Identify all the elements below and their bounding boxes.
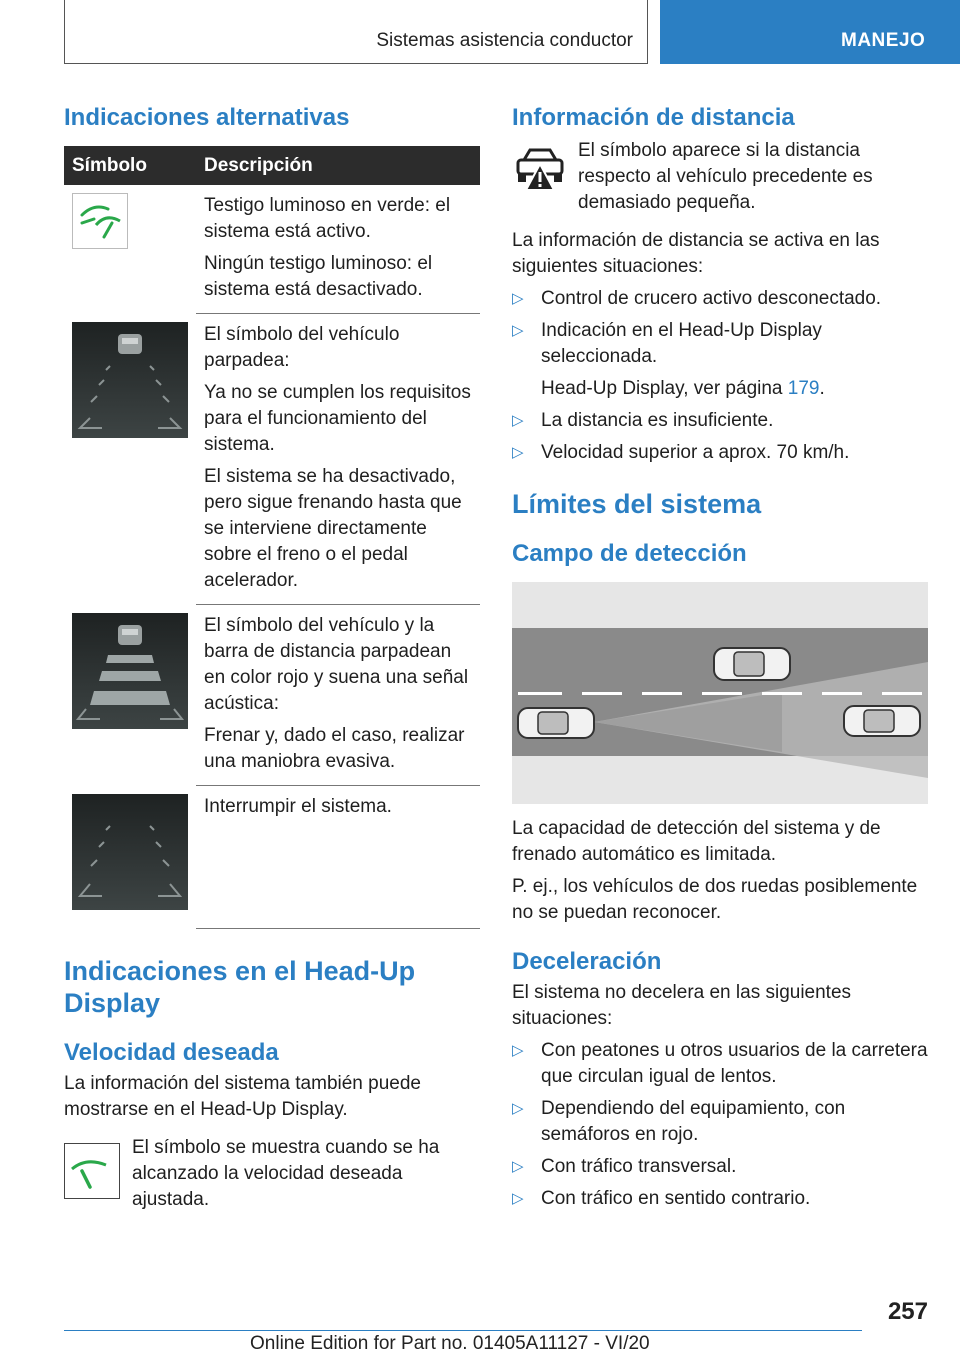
speed-paragraph: La información del sistema también puede mostrarse en el Head-Up Display.	[64, 1073, 421, 1120]
speed-symbol-block	[64, 1135, 482, 1213]
detection-paragraph-2: P. ej., los vehículos de dos ruedas posiblemente no se puedan reconocer.	[512, 876, 918, 923]
hud-reference-text: Head-Up Display, ver página	[541, 378, 788, 399]
list-item	[512, 318, 928, 402]
hud-reference	[541, 376, 928, 402]
page-header	[0, 0, 960, 66]
description-text: El sistema se ha desactivado, pero sigue frenando hasta que se interviene directamente sobre el freno o el pedal acelerador.	[204, 466, 462, 591]
table-row	[64, 786, 480, 929]
description-cell	[196, 314, 480, 605]
left-column	[64, 100, 482, 1213]
empty-lanes-icon	[72, 794, 188, 910]
description-text: Frenar y, dado el caso, realizar una maniobra evasiva.	[204, 725, 465, 772]
distance-warning-icon	[512, 142, 568, 198]
triangle-bullet-icon: ▷	[512, 290, 524, 307]
header-chapter-label: MANEJO	[841, 30, 926, 51]
heading-head-up-display: Indicaciones en el Head-Up Display	[64, 956, 416, 1018]
list-item-text: Con peatones u otros usuarios de la carretera que circulan igual de lentos.	[541, 1040, 928, 1087]
heading-detection-range: Campo de detección	[512, 540, 747, 567]
symbol-cell	[64, 605, 196, 786]
triangle-bullet-icon: ▷	[512, 412, 524, 429]
list-item	[512, 1038, 928, 1090]
page-number: 257	[887, 1298, 928, 1325]
footer-edition: Online Edition for Part no. 01405A11127 - VI/20	[250, 1333, 650, 1354]
right-column	[512, 100, 928, 1212]
description-cell	[196, 185, 480, 314]
triangle-bullet-icon: ▷	[512, 1190, 524, 1207]
car-ahead-icon	[844, 706, 920, 736]
distance-list	[512, 286, 928, 466]
triangle-bullet-icon: ▷	[512, 1100, 524, 1117]
description-text: Testigo luminoso en verde: el sistema está activo.	[204, 195, 451, 242]
description-text: El símbolo del vehículo parpadea:	[204, 324, 400, 371]
symbol-table	[64, 146, 480, 929]
distance-symbol-block	[512, 138, 928, 216]
detection-paragraph-1: La capacidad de detección del sistema y de frenado automático es limitada.	[512, 818, 881, 865]
vehicle-flashing-lanes-icon	[72, 322, 188, 438]
list-item	[512, 286, 928, 312]
heading-system-limits: Límites del sistema	[512, 489, 762, 519]
distance-symbol-text: El símbolo aparece si la distancia respecto al vehículo precedente es demasiado pequeña.	[578, 140, 873, 213]
symbol-cell	[64, 314, 196, 605]
list-item	[512, 1096, 928, 1148]
list-item	[512, 440, 928, 466]
distance-paragraph: La información de distancia se activa en las siguientes situaciones:	[512, 230, 880, 277]
list-item	[512, 1154, 928, 1180]
hud-reference-end: .	[819, 378, 825, 399]
car-own-icon	[518, 708, 594, 738]
triangle-bullet-icon: ▷	[512, 1158, 524, 1175]
speed-symbol-text: El símbolo se muestra cuando se ha alcanzado la velocidad deseada ajustada.	[132, 1137, 440, 1210]
description-text: El símbolo del vehículo y la barra de distancia parpadean en color rojo y suena una señal acústica:	[204, 615, 469, 714]
deceleration-list	[512, 1038, 928, 1212]
list-item	[512, 1186, 928, 1212]
header-section-title: Sistemas asistencia conductor	[376, 30, 633, 51]
list-item-text: Velocidad superior a aprox. 70 km/h.	[541, 442, 850, 463]
table-row	[64, 605, 480, 786]
table-header-description: Descripción	[196, 146, 480, 185]
heading-distance-information: Información de distancia	[512, 104, 795, 131]
description-cell	[196, 786, 480, 929]
header-chapter-tab	[660, 0, 960, 64]
table-row	[64, 185, 480, 314]
header-section-box	[64, 0, 648, 64]
description-cell	[196, 605, 480, 786]
footer-rule	[64, 1330, 862, 1331]
heading-deceleration: Deceleración	[512, 948, 662, 975]
triangle-bullet-icon: ▷	[512, 1042, 524, 1059]
car-front-icon	[714, 648, 790, 680]
description-text: Interrumpir el sistema.	[204, 796, 392, 817]
description-text: Ningún testigo luminoso: el sistema está desactivado.	[204, 253, 433, 300]
heading-desired-speed: Velocidad deseada	[64, 1039, 279, 1066]
heading-alternative-indications: Indicaciones alternativas	[64, 104, 350, 131]
list-item	[512, 408, 928, 434]
triangle-bullet-icon: ▷	[512, 444, 524, 461]
list-item-text: Control de crucero activo desconectado.	[541, 288, 882, 309]
vehicle-distance-bars-icon	[72, 613, 188, 729]
deceleration-paragraph: El sistema no decelera en las siguientes situaciones:	[512, 982, 852, 1029]
list-item-text: Dependiendo del equipamiento, con semáforos en rojo.	[541, 1098, 846, 1145]
description-text: Ya no se cumplen los requisitos para el funcionamiento del sistema.	[204, 382, 471, 455]
speed-reached-icon	[64, 1143, 120, 1199]
table-row	[64, 314, 480, 605]
list-item-text: La distancia es insuficiente.	[541, 410, 774, 431]
detection-range-illustration	[512, 582, 928, 804]
list-item-text: Indicación en el Head-Up Display seleccionada.	[541, 320, 822, 367]
list-item-text: Con tráfico en sentido contrario.	[541, 1188, 811, 1209]
hud-page-link[interactable]: 179	[787, 378, 820, 399]
table-header-symbol: Símbolo	[64, 146, 196, 185]
triangle-bullet-icon: ▷	[512, 322, 524, 339]
symbol-cell	[64, 786, 196, 929]
list-item-text: Con tráfico transversal.	[541, 1156, 737, 1177]
green-driving-assist-icon	[72, 193, 128, 249]
symbol-cell	[64, 185, 196, 314]
